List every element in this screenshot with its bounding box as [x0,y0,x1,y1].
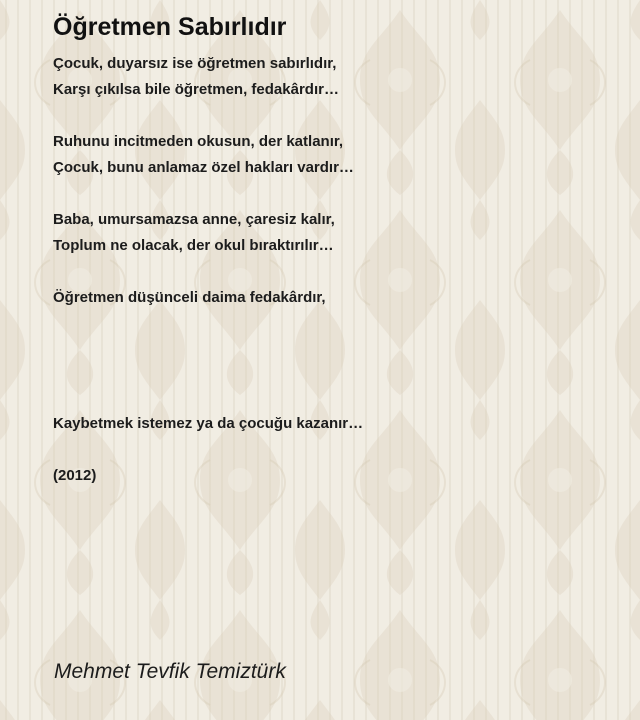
poem-stanza-2 [53,129,354,181]
poem-line: Toplum ne olacak, der okul bıraktırılır… [53,237,334,254]
poem-author: Mehmet Tevfik Temiztürk [54,660,286,683]
poem-line: Çocuk, duyarsız ise öğretmen sabırlıdır, [53,55,337,72]
poem-stanza-1 [53,51,339,103]
poem-stanza-5 [53,411,363,437]
poem-stanza-4 [53,285,326,311]
poem-stanza-3 [53,207,335,259]
poem-line: Çocuk, bunu anlamaz özel hakları vardır… [53,159,354,176]
poem-line: Kaybetmek istemez ya da çocuğu kazanır… [53,415,364,432]
poem-date [53,463,96,489]
poem-line: Baba, umursamazsa anne, çaresiz kalır, [53,211,335,228]
poem-line: Karşı çıkılsa bile öğretmen, fedakârdır… [53,81,339,98]
poem-line: Öğretmen düşünceli daima fedakârdır, [53,289,326,306]
poem-year: (2012) [53,467,97,484]
poem-title: Öğretmen Sabırlıdır [53,13,287,41]
poem-line: Ruhunu incitmeden okusun, der katlanır, [53,133,344,150]
